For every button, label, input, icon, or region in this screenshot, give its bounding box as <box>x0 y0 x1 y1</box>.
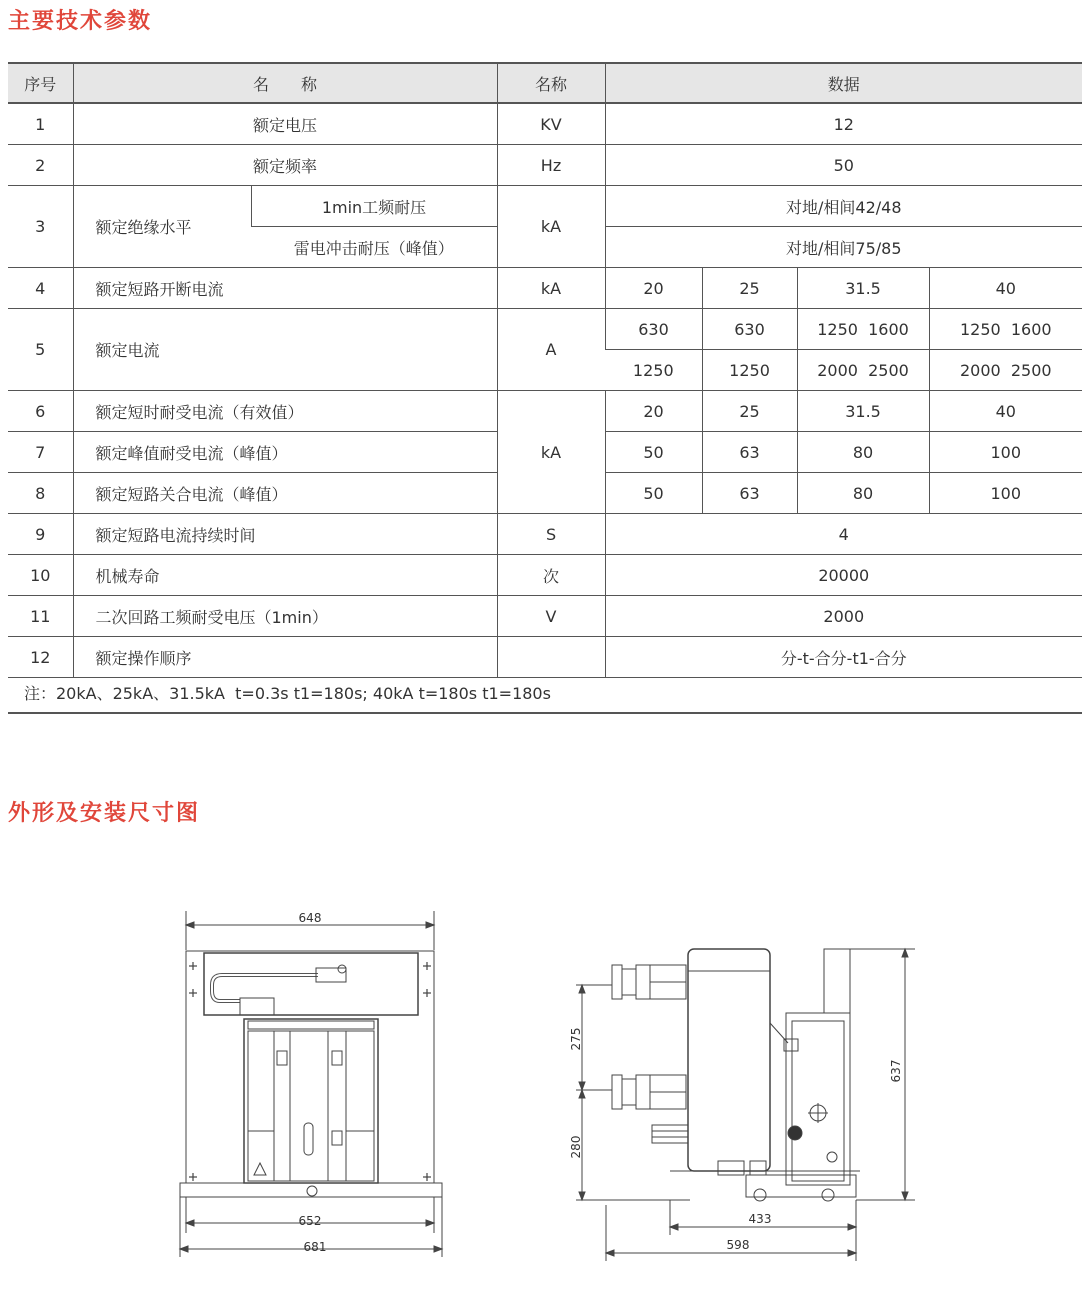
param-unit: A <box>497 309 605 391</box>
param-name: 机械寿命 <box>73 555 497 596</box>
dim-front-inner-width: 652 <box>298 1214 322 1228</box>
param-name: 额定绝缘水平 <box>73 186 251 268</box>
param-value: 2000 2500 <box>797 350 929 391</box>
table-row <box>8 514 1082 555</box>
table-row <box>8 186 1082 227</box>
param-value: 20000 <box>605 555 1082 596</box>
table-footnote: 注：20kA、25kA、31.5kA t=0.3s t1=180s; 40kA t=180s t1=180s <box>8 674 1082 714</box>
param-value: 40 <box>929 391 1082 432</box>
param-name: 二次回路工频耐受电压（1min） <box>73 596 497 637</box>
row-number: 5 <box>8 309 73 391</box>
param-unit: KV <box>497 103 605 145</box>
dim-side-inner-depth: 433 <box>748 1212 772 1226</box>
row-number: 2 <box>8 145 73 186</box>
param-unit: kA <box>497 391 605 514</box>
table-row <box>8 391 1082 432</box>
table-row <box>8 103 1082 145</box>
param-subname: 雷电冲击耐压（峰值） <box>251 227 497 268</box>
param-value: 100 <box>929 432 1082 473</box>
row-number: 7 <box>8 432 73 473</box>
param-value: 630 <box>605 309 702 350</box>
param-value: 2000 <box>605 596 1082 637</box>
row-number: 4 <box>8 268 73 309</box>
param-value: 对地/相间42/48 <box>605 186 1082 227</box>
table-row <box>8 268 1082 309</box>
side-view-drawing <box>560 935 930 1265</box>
param-value: 1250 <box>605 350 702 391</box>
dim-front-top-width: 648 <box>298 911 322 925</box>
param-value: 100 <box>929 473 1082 514</box>
header-unit: 名称 <box>497 63 605 103</box>
param-unit <box>497 637 605 678</box>
param-value: 50 <box>605 145 1082 186</box>
header-name: 名 称 <box>73 63 497 103</box>
dim-front-outer-width: 681 <box>303 1240 327 1254</box>
row-number: 10 <box>8 555 73 596</box>
param-value: 4 <box>605 514 1082 555</box>
param-value: 50 <box>605 473 702 514</box>
param-value: 63 <box>702 473 797 514</box>
table-row <box>8 596 1082 637</box>
row-number: 1 <box>8 103 73 145</box>
param-value: 1250 1600 <box>929 309 1082 350</box>
row-number: 9 <box>8 514 73 555</box>
dim-side-upper-height: 275 <box>569 1027 583 1051</box>
param-value: 1250 <box>702 350 797 391</box>
param-value: 40 <box>929 268 1082 309</box>
param-value: 分-t-合分-t1-合分 <box>605 637 1082 678</box>
param-value: 对地/相间75/85 <box>605 227 1082 268</box>
param-unit: 次 <box>497 555 605 596</box>
param-unit: V <box>497 596 605 637</box>
row-number: 12 <box>8 637 73 678</box>
param-subname: 1min工频耐压 <box>251 186 497 227</box>
param-unit: Hz <box>497 145 605 186</box>
param-name: 额定峰值耐受电流（峰值） <box>73 432 497 473</box>
table-row <box>8 145 1082 186</box>
table-row <box>8 555 1082 596</box>
param-unit: kA <box>497 268 605 309</box>
row-number: 6 <box>8 391 73 432</box>
param-name: 额定操作顺序 <box>73 637 497 678</box>
row-number: 11 <box>8 596 73 637</box>
param-name: 额定短时耐受电流（有效值） <box>73 391 497 432</box>
param-unit: kA <box>497 186 605 268</box>
param-value: 25 <box>702 391 797 432</box>
table-row <box>8 637 1082 678</box>
param-unit: S <box>497 514 605 555</box>
param-name: 额定电流 <box>73 309 497 391</box>
dim-side-total-height: 637 <box>889 1059 903 1083</box>
param-value: 2000 2500 <box>929 350 1082 391</box>
table-row <box>8 309 1082 350</box>
row-number: 8 <box>8 473 73 514</box>
param-value: 12 <box>605 103 1082 145</box>
section-title-tech-params: 主要技术参数 <box>8 9 153 34</box>
param-value: 50 <box>605 432 702 473</box>
param-value: 20 <box>605 391 702 432</box>
param-value: 20 <box>605 268 702 309</box>
param-value: 1250 1600 <box>797 309 929 350</box>
param-value: 31.5 <box>797 391 929 432</box>
row-number: 3 <box>8 186 73 268</box>
param-name: 额定短路开断电流 <box>73 268 497 309</box>
param-value: 25 <box>702 268 797 309</box>
param-name: 额定短路关合电流（峰值） <box>73 473 497 514</box>
param-value: 63 <box>702 432 797 473</box>
param-value: 80 <box>797 432 929 473</box>
param-name: 额定短路电流持续时间 <box>73 514 497 555</box>
param-name: 额定电压 <box>73 103 497 145</box>
dim-side-outer-depth: 598 <box>726 1238 750 1252</box>
dim-side-lower-height: 280 <box>569 1135 583 1159</box>
param-name: 额定频率 <box>73 145 497 186</box>
tech-params-table <box>8 62 1082 678</box>
front-view-drawing <box>170 905 460 1265</box>
table-header-row <box>8 63 1082 103</box>
param-value: 630 <box>702 309 797 350</box>
header-data: 数据 <box>605 63 1082 103</box>
header-index: 序号 <box>8 63 73 103</box>
param-value: 31.5 <box>797 268 929 309</box>
section-title-dimensions: 外形及安装尺寸图 <box>8 801 201 826</box>
param-value: 80 <box>797 473 929 514</box>
